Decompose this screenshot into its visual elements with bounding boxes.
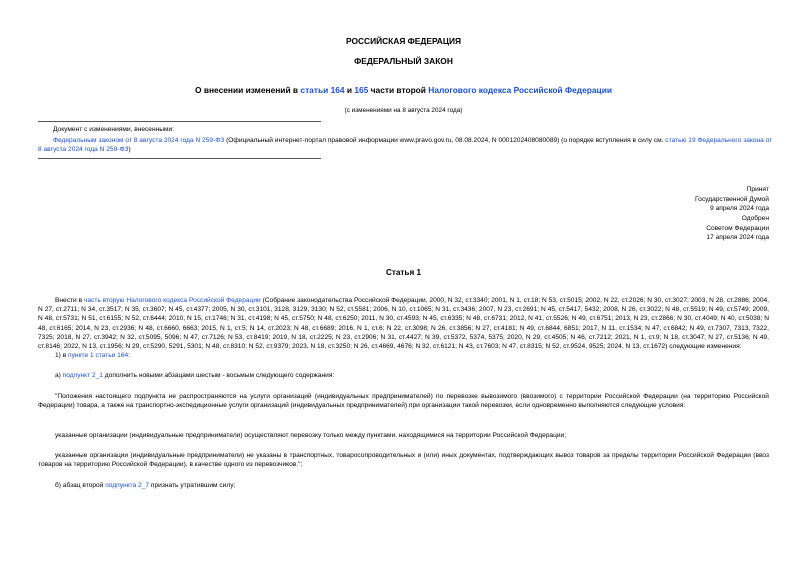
paragraph-text: (Собрание законодательства Российской Федерации, 2000, N 32, ст.3340; 2001, N 1, ст.18; N 53, ст.5015; 2002, N 22, ст.2026; N 30, ст.3027; 2003, N 28, ст.2886; 2004, N 27, ст.2711; N 34, ст.3517; N 35, ст.3607; N 45, ст.4377; 2005, N 30, ст.3101, 3128, 3129, 3130; N 52, ст.5581; 2006, N 10, ст.1065; N 31, ст.3436; 2007, N 23, ст.2691; N 45, ст.5417, 5432; 2008, N 26, ст.3022; N 48, ст.5519; N 49, ст.5749; 2009, N 48, ст.5731; N 51, ст.6155; N 52, ст.6444; 2010, N 15, ст.1746; N 31, ст.4198; N 45, ст.5750; N 48, ст.6250; 2011, N 30, ст.4593; N 45, ст.6335; N 48, ст.6731; 2012, N 41, ст.5526; N 49, ст.6751; 2013, N 23, ст.2866; N 30, ст.4049; N 40, ст.5038; N 48, ст.6165; 2014, N 23, ст.2936; N 48, ст.6660, 6663; 2015, N 1, ст.5; N 14, ст.2023; N 48, ст.6689; 2016, N 1, ст.6; N 22, ст.3098; N 26, ст.3856; N 27, ст.4181; N 49, ст.6844, 6851; 2017, N 11, ст.1534; N 47, ст.6842; N 49, ст.7307, 7313, 7322, 7325; 2018, N 27, ст.3942; N 32, ст.5095, 5096; N 47, ст.7126; N 53, ст.8419; 2019, N 18, ст.2225; N 23, ст.2906; N 31, ст.4427; N 39, ст.5372, 5374, 5375; 2020, N 29, ст.4505; N 46, ст.7212; 2021, N 1, ст.9; N 18, ст.3047; N 27, ст.5136; N 49, ст.8146; 2022, N 13, ст.1956; N 29, ст.5290, 5291, 5301; N 48, ст.8310; N 52, ст.9379; 2023, N 18, ст.3250; N 26, ст.4669, 4676; N 32, ст.6121; N 43, ст.7603; N 47, ст.8315; N 52, ст.9524, 9525; 2024, N 13, ст.1672) следующие изменения: xyxy=(38,297,770,351)
link-article-164[interactable]: статьи 164 xyxy=(300,85,345,95)
paragraph-text: Внести в xyxy=(55,297,84,304)
approved-label: Одобрен xyxy=(741,215,769,223)
paragraph-text: : xyxy=(128,352,131,359)
divider-top xyxy=(38,121,321,122)
title-text: и xyxy=(344,85,355,95)
link-subpoint-2-7[interactable]: подпункта 2_7 xyxy=(105,482,150,489)
article-paragraph-4: "Положения настоящего подпункта не распространяются на услуги организаций (индивидуальных предпринимателей) по перевозке вывозимого (ввозимого) с территории Российской Федерации (на территорию Российской Федерации) товара, а также на транспортно-экспедиционные услуги организаций (индивидуальных предпринимателей) при организации такой перевозки, если одновременно выполняются следующие условия: xyxy=(38,393,769,410)
paragraph-text: 1) в xyxy=(55,352,69,359)
article-heading: Статья 1 xyxy=(385,268,422,277)
paragraph-text: дополнить новыми абзацами шестым - восьмым следующего содержания: xyxy=(102,372,335,379)
link-article-19[interactable]: статью 19 Федерального закона от 8 августа 2024 года N 259-ФЗ xyxy=(38,137,773,154)
article-paragraph-7 xyxy=(55,481,769,490)
link-article-165[interactable]: 165 xyxy=(354,85,369,95)
link-point-1-article-164[interactable]: пункте 1 статьи 164 xyxy=(68,352,129,359)
changes-note-heading: Документ с изменениями, внесенными: xyxy=(53,126,175,133)
law-title xyxy=(0,86,807,95)
article-paragraph-2 xyxy=(55,351,769,360)
paragraph-text: признать утратившим силу; xyxy=(149,482,236,489)
paragraph-text: а) xyxy=(55,372,63,379)
title-text: О внесении изменений в xyxy=(194,85,301,95)
note-text: ) xyxy=(128,146,131,154)
note-text: (Официальный интернет-портал правовой информации www.pravo.gov.ru, 08.08.2024, N 0001202408080089) (о порядке вступления в силу см. xyxy=(224,137,666,144)
link-tax-code-part-two[interactable]: часть вторую Налогового кодекса Российской Федерации xyxy=(83,297,261,304)
article-paragraph-5: указанные организации (индивидуальные предприниматели) осуществляют перевозку только между пунктами, находящимися на территории Российской Федерации; xyxy=(55,432,567,439)
link-tax-code[interactable]: Налогового кодекса Российской Федерации xyxy=(428,85,612,95)
accepted-by: Государственной Думой xyxy=(695,195,769,203)
title-text: части второй xyxy=(368,85,429,95)
article-paragraph-1 xyxy=(38,296,769,351)
accepted-date: 9 апреля 2024 года xyxy=(710,205,769,213)
doc-type-heading: ФЕДЕРАЛЬНЫЙ ЗАКОН xyxy=(354,56,453,66)
link-federal-law-259[interactable]: Федеральным законом от 8 августа 2024 года N 259-ФЗ xyxy=(53,137,225,144)
paragraph-text: б) абзац второй xyxy=(55,482,106,489)
country-heading: РОССИЙСКАЯ ФЕДЕРАЦИЯ xyxy=(345,36,462,46)
approved-by: Советом Федерации xyxy=(706,224,769,232)
divider-bottom xyxy=(38,158,321,159)
accepted-label: Принят xyxy=(746,186,769,193)
changes-note-body xyxy=(38,136,773,154)
approved-date: 17 апреля 2024 года xyxy=(706,234,769,242)
adoption-block xyxy=(569,185,769,243)
article-paragraph-3 xyxy=(55,371,769,380)
link-subpoint-2-1[interactable]: подпункт 2_1 xyxy=(62,372,103,379)
article-paragraph-6: указанные организации (индивидуальные предприниматели) не указаны в транспортных, товаросопроводительных и (или) иных документах, подтверждающих вывоз товаров за пределы территории Российской Федерации (ввоз товаров на территорию Российской Федерации), в качестве одного из перевозчиков."; xyxy=(38,452,769,469)
edition-subtitle: (с изменениями на 8 августа 2024 года) xyxy=(344,107,463,114)
